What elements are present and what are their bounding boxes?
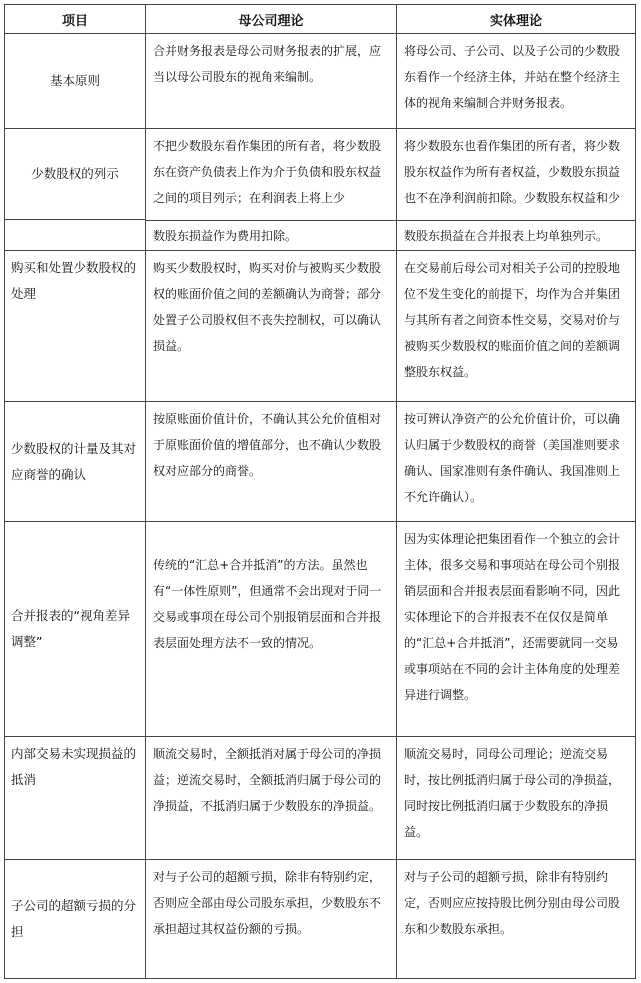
table-row: [4, 859, 636, 979]
header-item: 项目: [4, 4, 146, 34]
parent-theory-cell: 传统的“汇总+合并抵消”的方法。虽然也有“一体性原则”，但通常不会出现对于同一交易或事项在母公司个别报销层面和合并报表层面处理方法不一致的情况。: [145, 521, 397, 737]
table-row: [4, 521, 636, 737]
entity-theory-cell: 在交易前后母公司对相关子公司的控股地位不发生变化的前提下，均作为合并集团与其所有者之间资本性交易，交易对价与被购买少数股权的账面价值之间的差额调整股东权益。: [396, 250, 636, 402]
row-label: 基本原则: [4, 33, 146, 129]
parent-theory-cell: 数股东损益作为费用扣除。: [145, 220, 397, 251]
row-label: [4, 220, 146, 251]
parent-theory-cell: 合并财务报表是母公司财务报表的扩展，应当以母公司股东的视角来编制。: [145, 33, 397, 129]
row-label: 购买和处置少数股权的处理: [4, 250, 146, 402]
parent-theory-cell: 顺流交易时，全额抵消对属于母公司的净损益；逆流交易时，全额抵消归属于母公司的净损益，不抵消归属于少数股东的净损益。: [145, 736, 397, 860]
row-label: 少数股权的列示: [4, 128, 146, 220]
entity-theory-cell: 对与子公司的超额亏损，除非有特别约定，否则应应按持股比例分别由母公司股东和少数股东承担。: [396, 859, 636, 979]
entity-theory-cell: 顺流交易时，同母公司理论；逆流交易时，按比例抵消归属于母公司的净损益，同时按比例抵消归属于少数股东的净损益。: [396, 736, 636, 860]
entity-theory-cell: 按可辨认净资产的公允价值计价，可以确认归属于少数股权的商誉（美国准则要求确认、国家准则有条件确认、我国准则上不允许确认）。: [396, 401, 636, 522]
table-row: [4, 250, 636, 402]
row-label: 合并报表的“视角差异调整”: [4, 521, 146, 737]
table-header-row: [4, 4, 636, 34]
parent-theory-cell: 不把少数股东看作集团的所有者，将少数股东在资产负债表上作为介于负债和股东权益之间的项目列示；在利润表上将上少: [145, 128, 397, 220]
table-row: [4, 401, 636, 522]
entity-theory-cell: 将少数股东也看作集团的所有者，将少数股东权益作为所有者权益，少数股东损益也不在净利润前扣除。少数股东权益和少: [396, 128, 636, 220]
table-row: [4, 128, 636, 220]
row-label: 少数股权的计量及其对应商誉的确认: [4, 401, 146, 522]
table-row-continued: [4, 220, 636, 251]
entity-theory-cell: 数股东损益在合并报表上均单独列示。: [396, 220, 636, 251]
header-parent-theory: 母公司理论: [145, 4, 397, 34]
comparison-table: [4, 4, 636, 979]
header-entity-theory: 实体理论: [396, 4, 636, 34]
table-row: [4, 736, 636, 860]
parent-theory-cell: 购买少数股权时，购买对价与被购买少数股权的账面价值之间的差额确认为商誉；部分处置子公司股权但不丧失控制权，可以确认损益。: [145, 250, 397, 402]
parent-theory-cell: 对与子公司的超额亏损，除非有特别约定，否则应全部由母公司股东承担，少数股东不承担超过其权益份额的亏损。: [145, 859, 397, 979]
parent-theory-cell: 按原账面价值计价，不确认其公允价值相对于原账面价值的增值部分，也不确认少数股权对应部分的商誉。: [145, 401, 397, 522]
row-label: 子公司的超额亏损的分担: [4, 859, 146, 979]
entity-theory-cell: 将母公司、子公司、以及子公司的少数股东看作一个经济主体，并站在整个经济主体的视角来编制合并财务报表。: [396, 33, 636, 129]
row-label: 内部交易未实现损益的抵消: [4, 736, 146, 860]
entity-theory-cell: 因为实体理论把集团看作一个独立的会计主体，很多交易和事项站在母公司个别报销层面和合并报表层面看影响不同，因此实体理论下的合并报表不在仅仅是简单的“汇总+合并抵消”，还需要就同一交易或事项站在不同的会计主体角度的处理差异进行调整。: [396, 521, 636, 737]
table-row: [4, 33, 636, 129]
